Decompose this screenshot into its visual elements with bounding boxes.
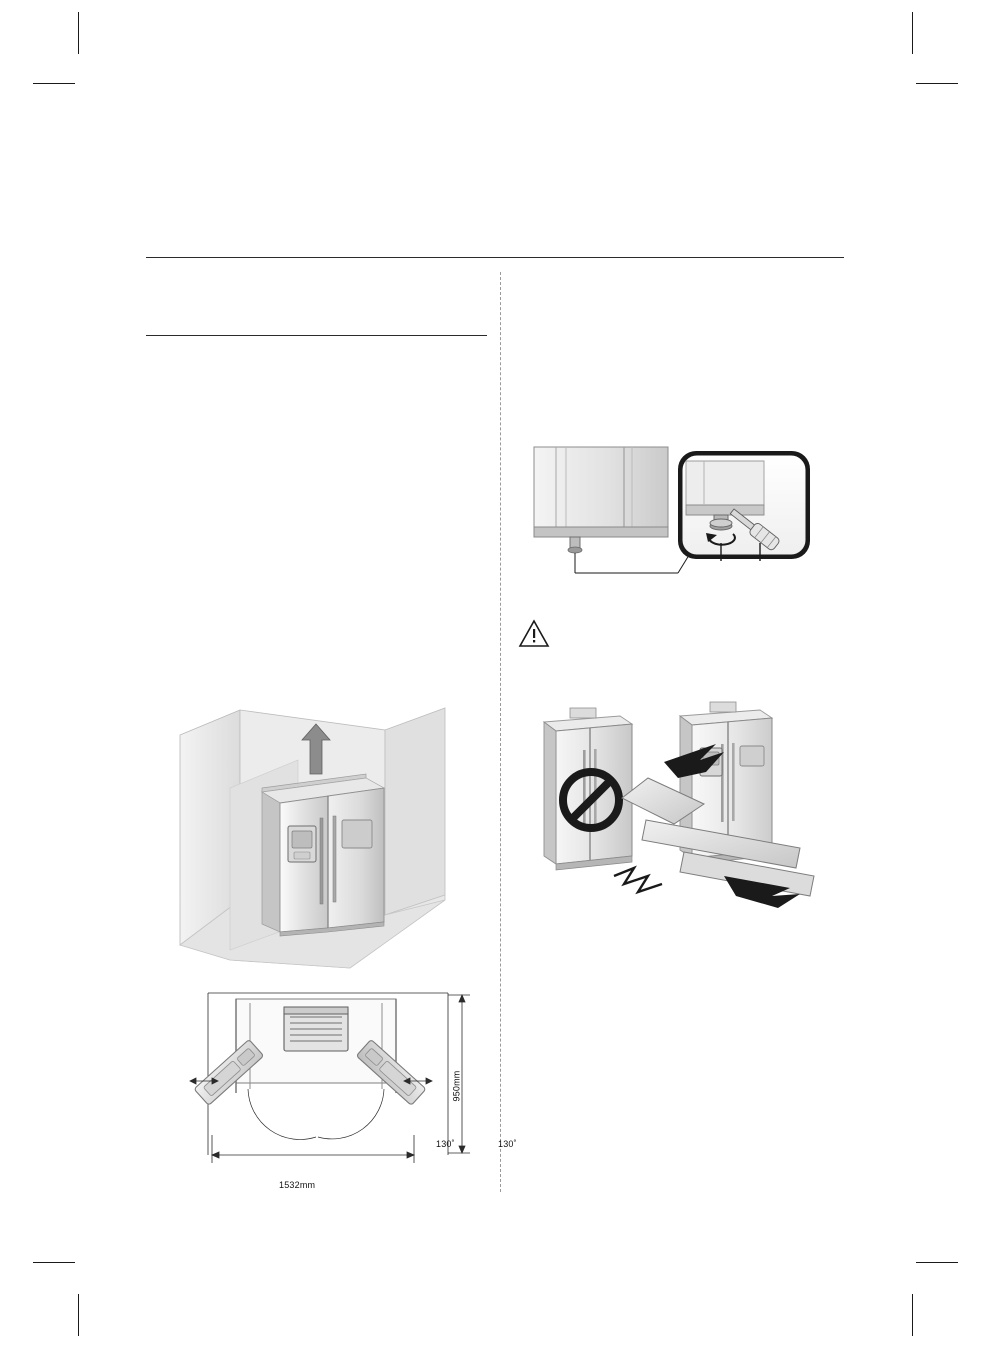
crop-mark-left-top: [33, 83, 75, 84]
column-divider: [500, 272, 502, 1192]
crop-mark-left-bottom: [33, 1262, 75, 1263]
crop-mark-bottom-left: [78, 1294, 79, 1336]
angle-right-label: 130˚: [498, 1139, 517, 1149]
overall-width-label: 1532mm: [279, 1180, 316, 1190]
door-swing-dimension-figure: [178, 985, 478, 1185]
crop-mark-top-right: [912, 12, 913, 54]
caution-warning-triangle: [518, 619, 550, 649]
do-not-tilt-transport-figure: [528, 700, 824, 920]
angle-left-label: 130˚: [436, 1139, 455, 1149]
leveling-leg-adjustment-figure: [528, 443, 816, 583]
crop-mark-bottom-right: [912, 1294, 913, 1336]
crop-mark-right-bottom: [916, 1262, 958, 1263]
left-section-rule: [146, 335, 487, 336]
overall-depth-label: 950mm: [451, 1070, 462, 1102]
header-rule: [146, 257, 844, 258]
clearance-room-figure: [170, 700, 470, 990]
crop-mark-right-top: [916, 83, 958, 84]
crop-mark-top-left: [78, 12, 79, 54]
